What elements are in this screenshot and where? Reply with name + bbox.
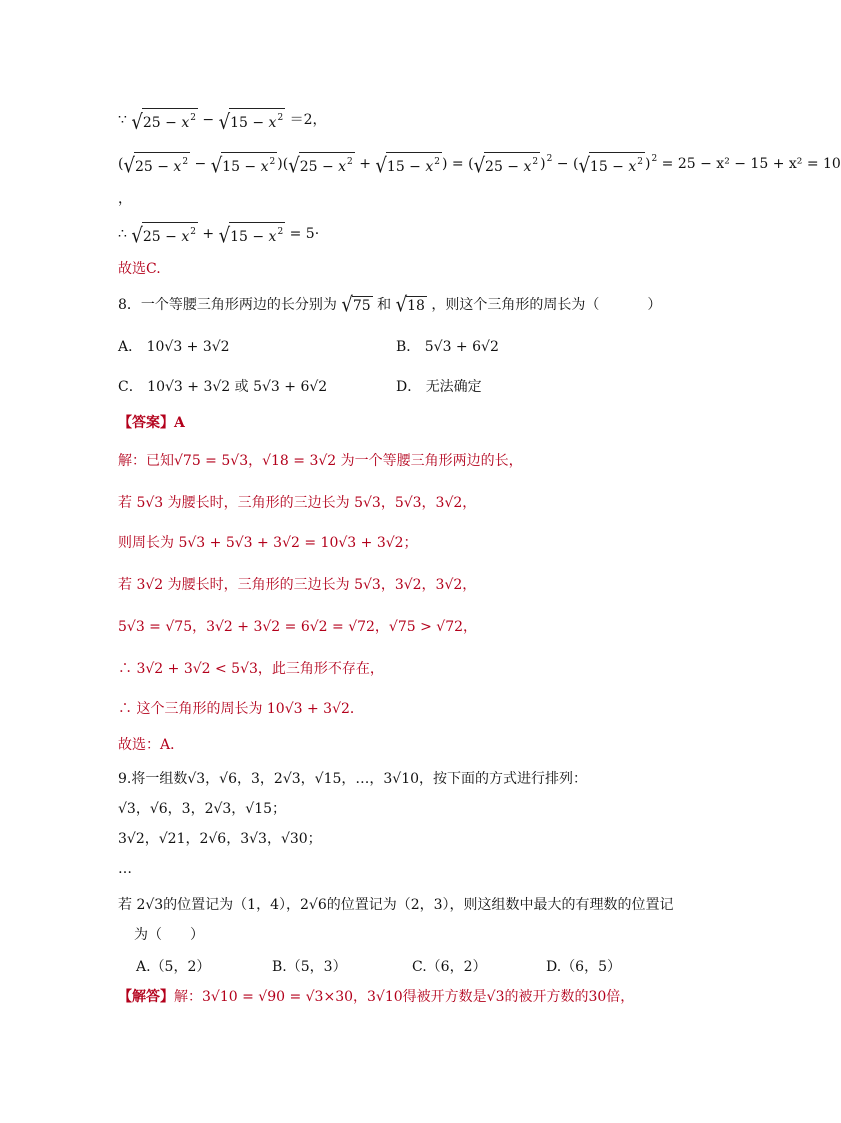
q9-solution-tag: 【解答】 (118, 989, 174, 1005)
q9-option-b[interactable]: B.（5，3） (272, 959, 347, 975)
radical: √ $15 - x^2$ (578, 152, 645, 176)
q8-answer: 【答案】A (118, 415, 185, 431)
q8-solution-4: 若 3√2 为腰长时，三角形的三边长为 5√3，3√2，3√2， (118, 577, 477, 593)
radical: √ 75 (341, 292, 371, 317)
because-symbol: ∵ (118, 112, 127, 128)
radical: √ $15 - x^2$ (219, 222, 286, 246)
q9-solution-text: 解：3√10 = √90 = √3×30，3√10得被开方数是√3的被开方数的30倍， (174, 989, 635, 1005)
question-9-stem: 9.将一组数√3，√6，3，2√3，√15，…，3√10，按下面的方式进行排列： (118, 771, 588, 787)
q9-ask-line-1: 若 2√3的位置记为（1，4），2√6的位置记为（2，3），则这组数中最大的有理数的位置记 (118, 897, 674, 913)
q8-option-b[interactable]: B． 5√3 + 6√2 (396, 339, 499, 355)
radical: √ $25 - x^2$ (131, 108, 198, 132)
conclusion-prev: 故选C. (118, 261, 161, 277)
radical: √ $25 - x^2$ (123, 152, 190, 176)
radical: √ 18 (395, 292, 425, 317)
q9-row-1: √3，√6，3，2√3，√15； (118, 801, 287, 817)
equation-3-end: = 5· (289, 226, 320, 242)
equation-2-rhs: = 25 − x² − 15 + x² = 10 (661, 156, 841, 172)
q9-option-a[interactable]: A.（5，2） (136, 959, 211, 975)
radical: √ $15 - x^2$ (219, 108, 286, 132)
question-8-stem: 8．一个等腰三角形两边的长分别为 √ 75 和 √ 18 ，则这个三角形的周长为（ ） (118, 292, 662, 317)
equation-line-3: ∴ √ $25 - x^2$ + √ $15 - x^2$ = 5· (118, 222, 319, 246)
therefore-symbol: ∴ (118, 226, 127, 242)
equation-line-1: ∵ √ $25 - x^2$ − √ $15 - x^2$ ＝2， (118, 108, 327, 132)
q8-option-d[interactable]: D． 无法确定 (396, 379, 482, 395)
radical: √ $25 - x^2$ (288, 152, 355, 176)
q8-solution-5: 5√3 = √75，3√2 + 3√2 = 6√2 = √72，√75 > √72， (118, 619, 478, 635)
radical: √ $15 - x^2$ (375, 152, 442, 176)
q9-option-d[interactable]: D.（6，5） (546, 959, 622, 975)
equation-line-2: ( √ $25 - x^2$ − √ $15 - x^2$ )( √ $25 - x^2$ + √ $15 - x^2$ ) = ( √ $25 - x^2$ )$^2$ − ( √ $15 - x^2$ )$^2$ = 25 − x² − 15 + x² = 10 (118, 154, 841, 179)
q8-solution-1: 解：已知√75 = 5√3，√18 = 3√2 为一个等腰三角形两边的长， (118, 453, 523, 469)
q9-row-3: … (118, 861, 132, 877)
radical: √ $25 - x^2$ (474, 152, 541, 176)
q9-row-2: 3√2，√21，2√6，3√3，√30； (118, 831, 322, 847)
q8-solution-6: ∴ 3√2 + 3√2 < 5√3，此三角形不存在， (118, 661, 384, 677)
q8-option-a[interactable]: A． 10√3 + 3√2 (118, 339, 230, 355)
q9-solution (118, 986, 634, 1008)
q8-option-c[interactable]: C． 10√3 + 3√2 或 5√3 + 6√2 (118, 379, 328, 395)
q9-ask-line-2: 为（ ） (134, 927, 204, 943)
equation-1-end: ＝2， (289, 112, 327, 128)
radical: √ $15 - x^2$ (211, 152, 278, 176)
q9-option-c[interactable]: C.（6，2） (412, 959, 487, 975)
q8-conclusion: 故选：A． (118, 737, 185, 753)
radical: √ $25 - x^2$ (131, 222, 198, 246)
q8-solution-2: 若 5√3 为腰长时，三角形的三边长为 5√3，5√3，3√2， (118, 495, 477, 511)
q8-solution-7: ∴ 这个三角形的周长为 10√3 + 3√2． (118, 701, 364, 717)
q8-solution-3: 则周长为 5√3 + 5√3 + 3√2 = 10√3 + 3√2； (118, 535, 418, 551)
equation-line-2-comma: ， (118, 191, 132, 207)
